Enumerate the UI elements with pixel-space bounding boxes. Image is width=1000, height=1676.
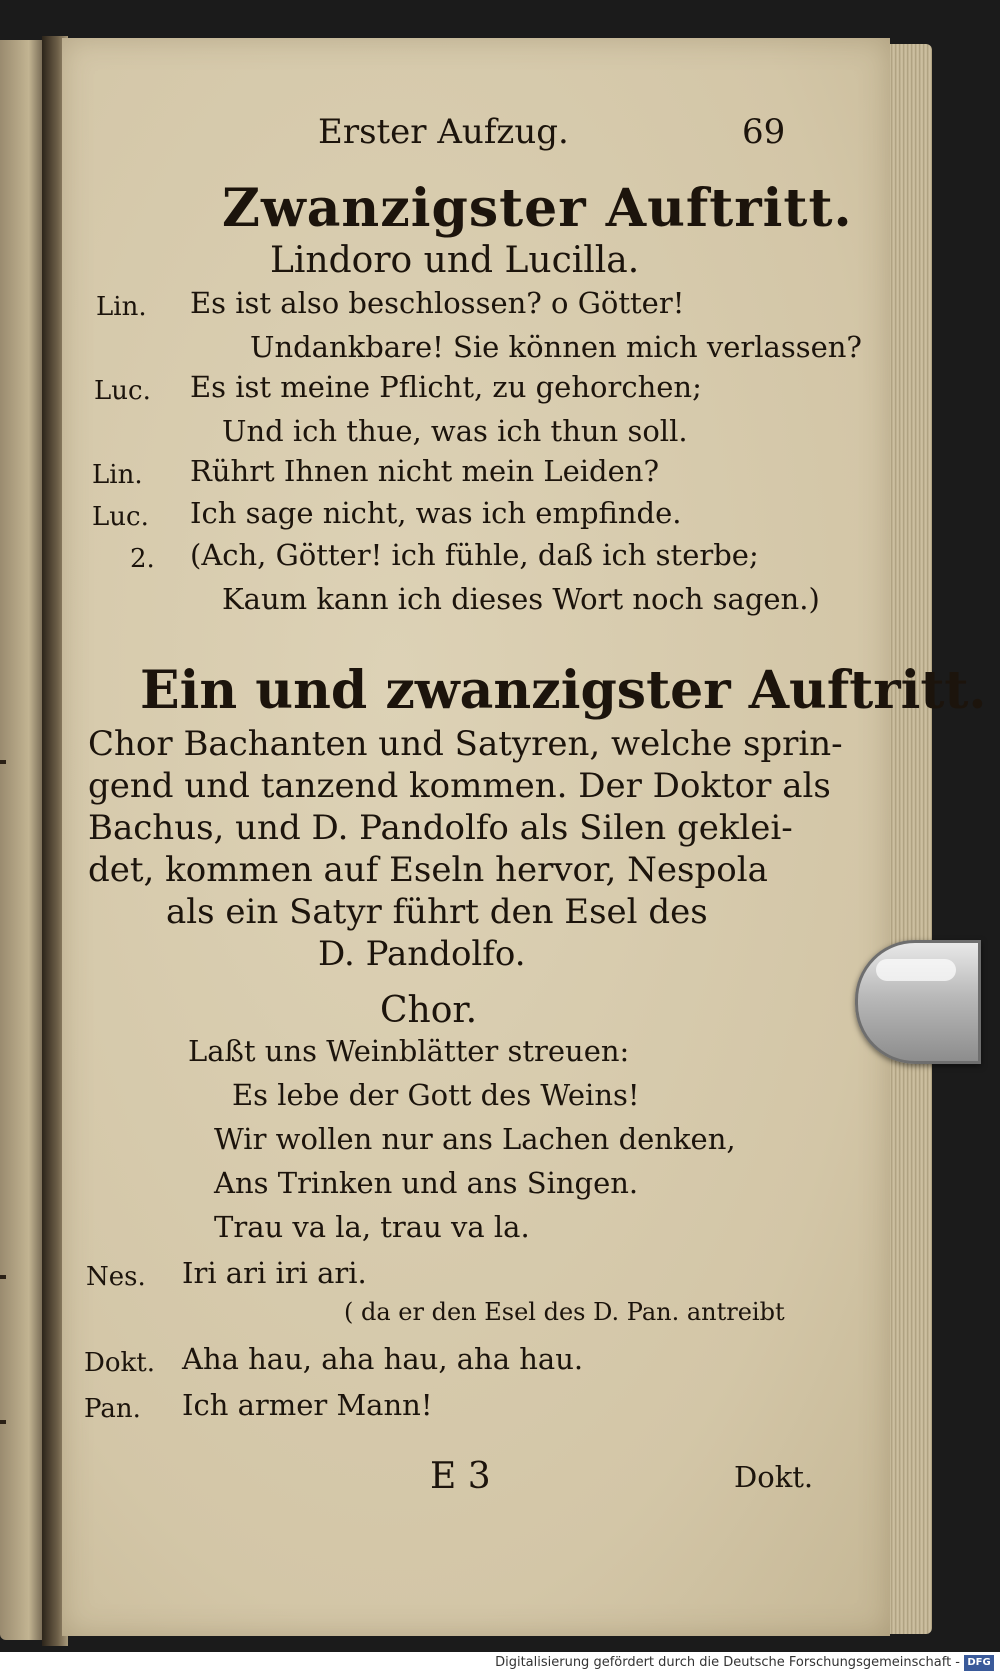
dialogue-line: Es ist also beschlossen? o Götter! — [190, 286, 685, 320]
chorus-line: Wir wollen nur ans Lachen denken, — [214, 1122, 736, 1156]
dialogue-line: Rührt Ihnen nicht mein Leiden? — [190, 454, 660, 488]
credit-text: Digitalisierung gefördert durch die Deutsche Forschungsgemeinschaft - — [495, 1655, 960, 1670]
chorus-line: Trau va la, trau va la. — [214, 1210, 530, 1244]
dialogue-line: Es ist meine Pflicht, zu gehorchen; — [190, 370, 702, 404]
signature-mark: E 3 — [430, 1456, 491, 1497]
stage-direction: als ein Satyr führt den Esel des — [166, 892, 708, 932]
stage-direction: gend und tanzend kommen. Der Doktor als — [88, 766, 831, 806]
stage-direction: det, kommen auf Eseln hervor, Nespola — [88, 850, 768, 890]
left-page-mark — [0, 760, 6, 764]
chorus-line: Ans Trinken und ans Singen. — [214, 1166, 639, 1200]
dialogue-line: Und ich thue, was ich thun soll. — [222, 414, 688, 448]
running-title: Erster Aufzug. — [318, 112, 569, 152]
speaker-label: Lin. — [92, 460, 143, 490]
speaker-label: Dokt. — [84, 1348, 155, 1378]
dialogue-line: Iri ari iri ari. — [182, 1256, 367, 1290]
dialogue-line: Aha hau, aha hau, aha hau. — [182, 1342, 584, 1376]
dialogue-line: Undankbare! Sie können mich verlassen? — [250, 330, 862, 364]
digitization-credit-bar — [0, 1652, 1000, 1676]
left-page-edge — [0, 40, 48, 1640]
speaker-label: Luc. — [94, 376, 151, 406]
stage-direction: D. Pandolfo. — [318, 934, 526, 974]
dialogue-line: Ich armer Mann! — [182, 1388, 433, 1422]
stage-direction-inline: ( da er den Esel des D. Pan. antreibt — [344, 1298, 785, 1326]
dialogue-line: Kaum kann ich dieses Wort noch sagen.) — [222, 582, 820, 616]
left-page-mark — [0, 1275, 6, 1279]
speaker-label: Luc. — [92, 502, 149, 532]
dialogue-line: Ich sage nicht, was ich empfinde. — [190, 496, 682, 530]
speaker-label: Lin. — [96, 292, 147, 322]
dfg-logo: DFG — [964, 1655, 994, 1671]
scene-title: Ein und zwanzigster Auftritt. — [140, 660, 987, 721]
left-page-mark — [0, 1420, 6, 1424]
chorus-line: Es lebe der Gott des Weins! — [232, 1078, 640, 1112]
catchword: Dokt. — [734, 1460, 814, 1494]
scene-title: Zwanzigster Auftritt. — [222, 178, 853, 239]
stage-direction: Bachus, und D. Pandolfo als Silen geklei- — [88, 808, 793, 848]
page-edges — [888, 44, 932, 1634]
chorus-heading: Chor. — [380, 990, 478, 1031]
page-clip — [855, 940, 981, 1064]
page-number: 69 — [742, 112, 786, 152]
speaker-label: Nes. — [86, 1262, 146, 1292]
chorus-line: Laßt uns Weinblätter streuen: — [188, 1034, 630, 1068]
speaker-label: Pan. — [84, 1394, 141, 1424]
dialogue-line: (Ach, Götter! ich fühle, daß ich sterbe; — [190, 538, 759, 572]
speaker-label: 2. — [130, 544, 155, 574]
scene-characters: Lindoro und Lucilla. — [270, 240, 640, 281]
stage-direction: Chor Bachanten und Satyren, welche sprin- — [88, 724, 843, 764]
